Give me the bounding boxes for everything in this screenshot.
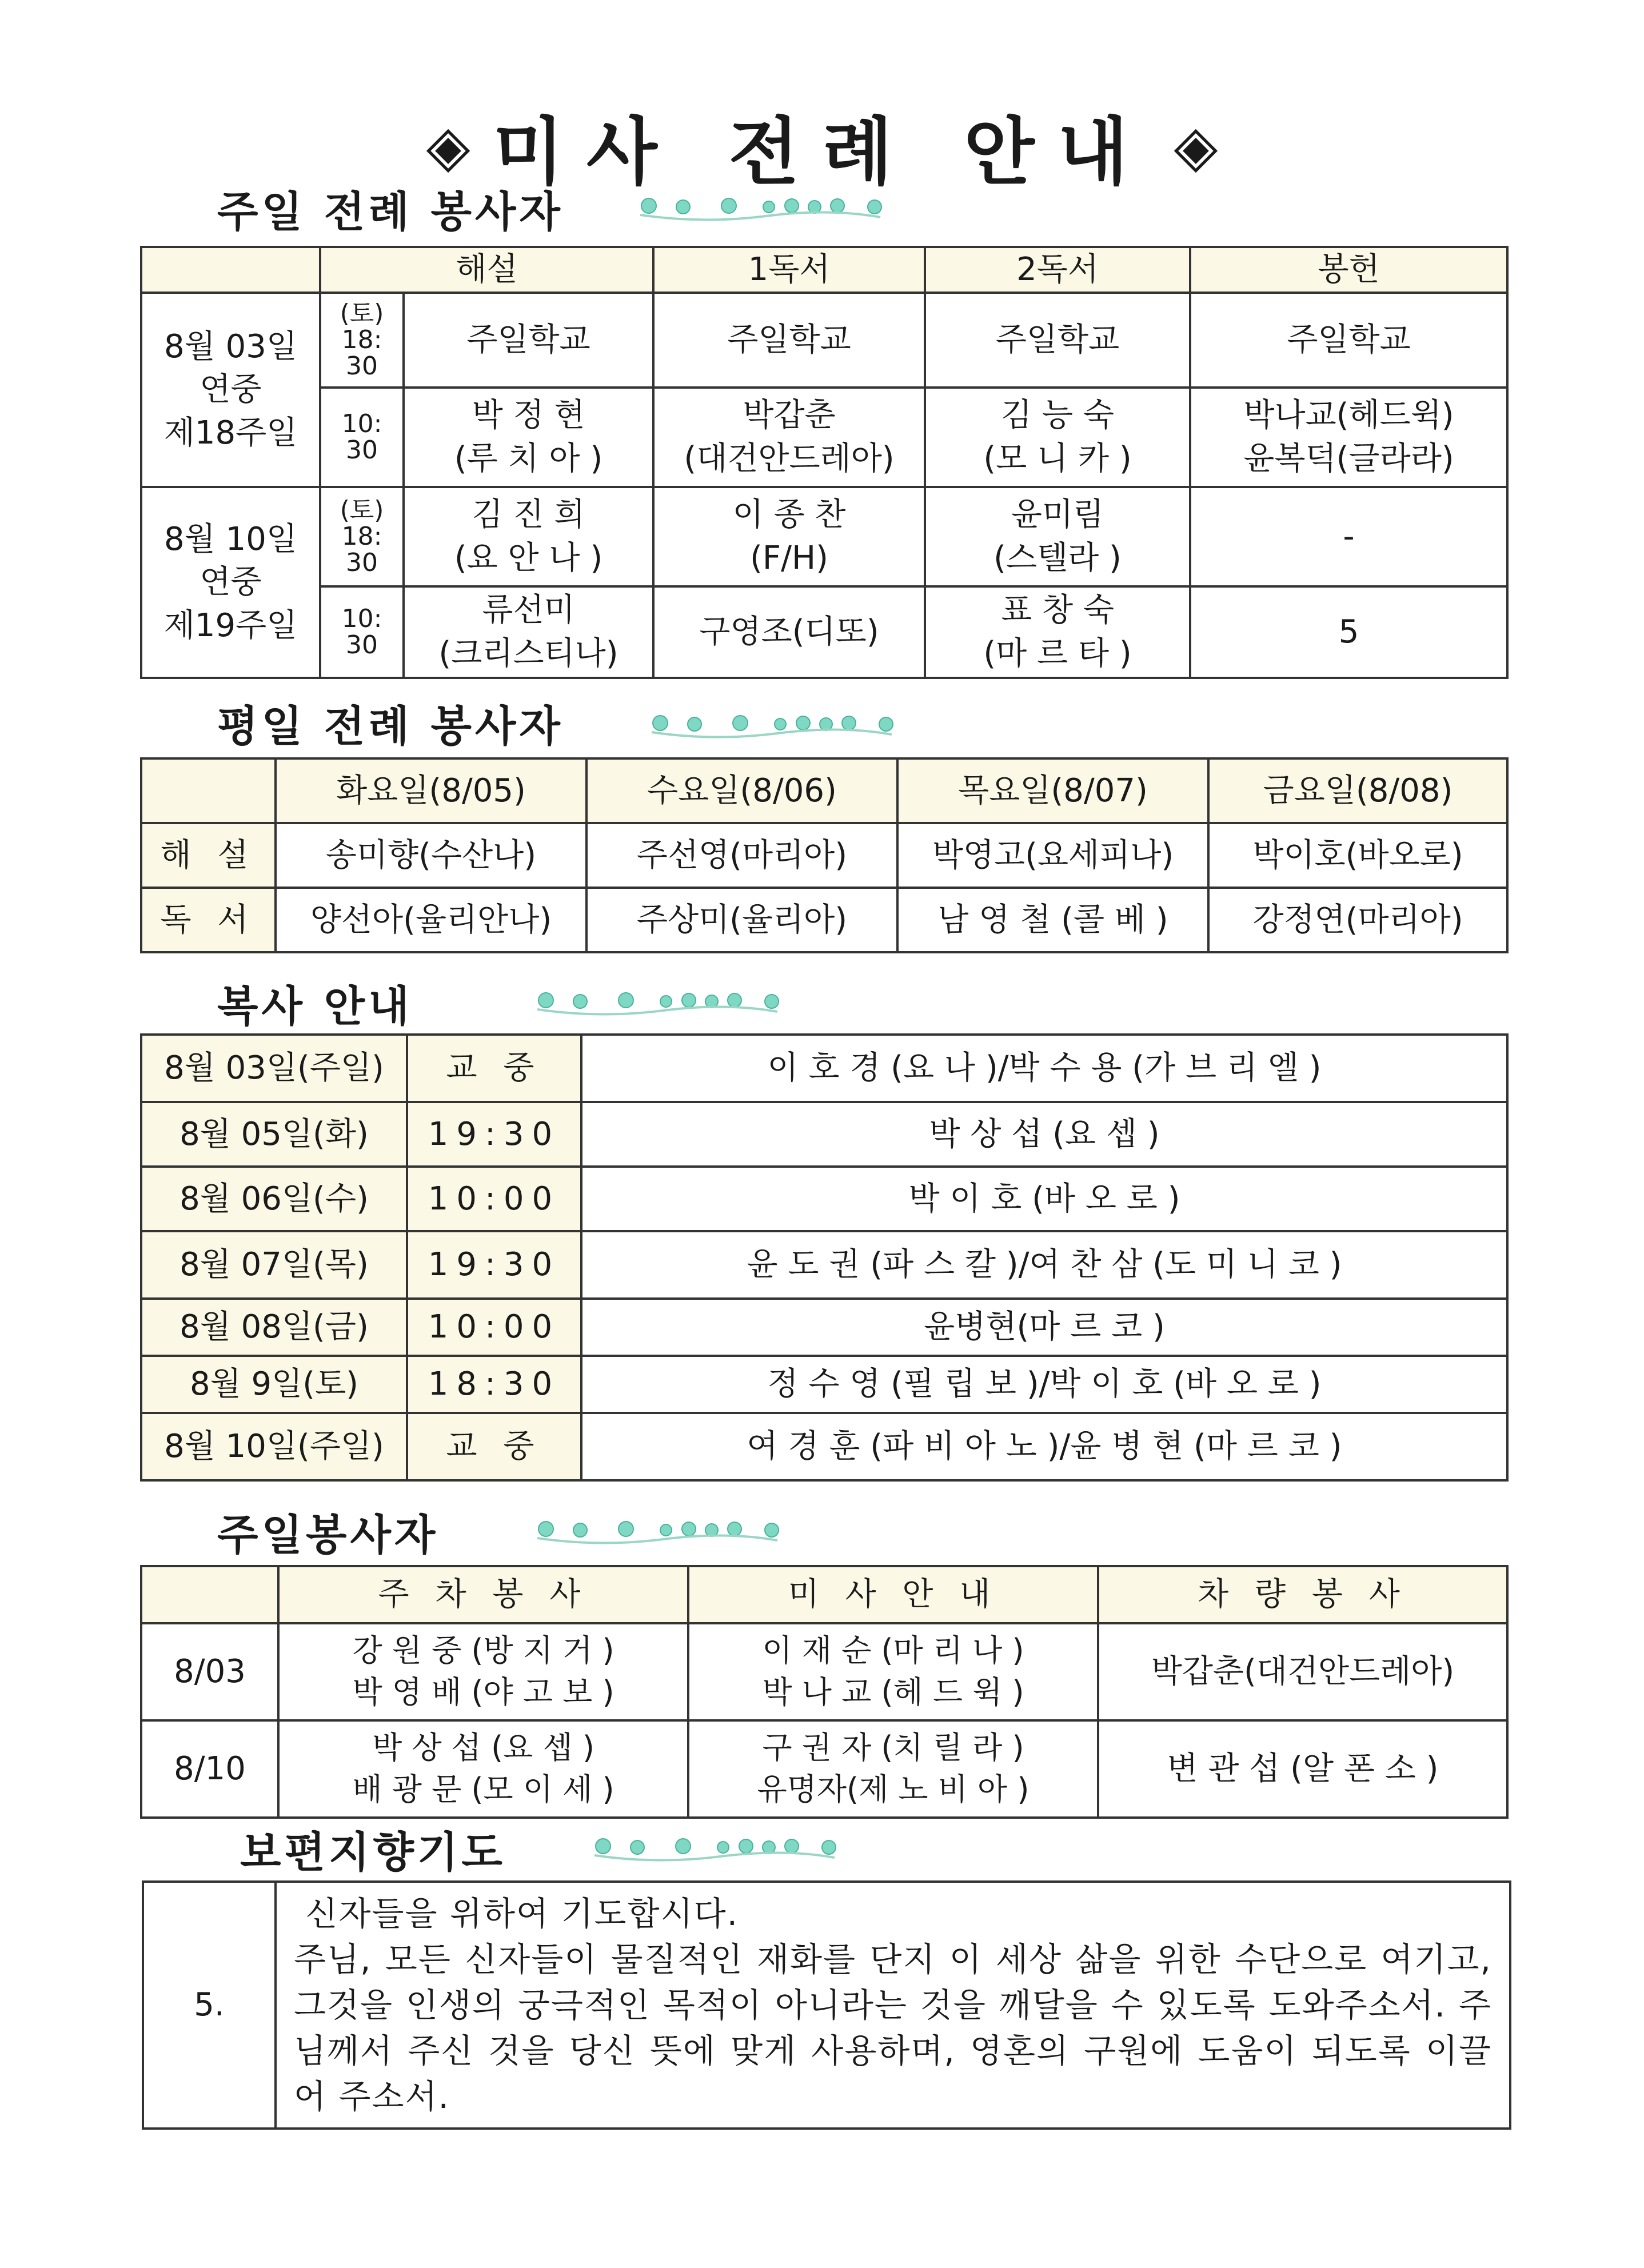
table-cell: 박 정 현 (루 치 아 ) — [404, 388, 653, 487]
table-cell: 변 관 섭 (알 폰 소 ) — [1098, 1720, 1507, 1818]
table-cell: 박나교(헤드윅) 윤복덕(글라라) — [1190, 388, 1507, 487]
header-reading1: 1독서 — [653, 247, 925, 293]
table-cell: 양선아(율리안나) — [276, 888, 586, 952]
table-cell: 주일학교 — [925, 293, 1190, 388]
table-row — [141, 1035, 1507, 1102]
prayer-table — [142, 1880, 1511, 2130]
names-cell: 정 수 영 (필 립 보 )/박 이 호 (바 오 로 ) — [581, 1356, 1507, 1413]
mass-time: (토) 18: 30 — [320, 487, 404, 586]
table-cell: 박영고(요세피나) — [897, 823, 1208, 888]
mass-time: 10: 30 — [320, 586, 404, 678]
header-day: 금요일(8/08) — [1208, 758, 1507, 823]
prayer-section-title: 보편지향기도 — [240, 1828, 506, 1877]
date-cell: 8월 9일(토) — [141, 1356, 407, 1413]
time-cell: 교 중 — [407, 1413, 581, 1480]
table-cell: 이 재 순 (마 리 나 ) 박 나 교 (헤 드 윅 ) — [688, 1623, 1098, 1720]
table-cell: 이 종 찬 (F/H) — [653, 487, 925, 586]
sunday-section-title: 주일 전례 봉사자 — [217, 187, 564, 237]
diamond-icon: ◈ — [1174, 112, 1218, 179]
date-cell: 8월 03일(주일) — [141, 1035, 407, 1102]
header-vehicle: 차 량 봉 사 — [1098, 1566, 1507, 1623]
table-cell: 박이호(바오로) — [1208, 823, 1507, 888]
weekday-section-title: 평일 전례 봉사자 — [217, 702, 564, 751]
row-label: 독 서 — [141, 888, 276, 952]
flower-decoration-icon — [589, 1829, 840, 1869]
table-cell: 강 원 중 (방 지 거 ) 박 영 배 (야 고 보 ) — [278, 1623, 688, 1720]
mass-time: (토) 18: 30 — [320, 293, 404, 388]
table-row — [141, 1356, 1507, 1413]
altar-server-table — [140, 1033, 1509, 1482]
altar-section-title: 복사 안내 — [217, 982, 413, 1031]
table-cell: 구 권 자 (치 릴 라 ) 유명자(제 노 비 아 ) — [688, 1720, 1098, 1818]
row-label: 해 설 — [141, 823, 276, 888]
time-cell: 18:30 — [407, 1356, 581, 1413]
volunteer-section-title: 주일봉사자 — [217, 1511, 439, 1560]
table-row — [141, 1231, 1507, 1299]
flower-decoration-icon — [532, 983, 783, 1023]
table-cell: 남 영 철 (콜 베 ) — [897, 888, 1208, 952]
table-cell: 주일학교 — [1190, 293, 1507, 388]
table-row — [141, 1299, 1507, 1356]
table-row — [141, 1102, 1507, 1167]
week-label: 8월 03일 연중 제18주일 — [141, 293, 320, 487]
date-cell: 8/10 — [141, 1720, 278, 1818]
time-cell: 교 중 — [407, 1035, 581, 1102]
flower-decoration-icon — [635, 189, 886, 229]
flower-decoration-icon — [646, 706, 897, 746]
prayer-text — [276, 1882, 1510, 2129]
table-row — [141, 1167, 1507, 1231]
date-cell: 8월 06일(수) — [141, 1167, 407, 1231]
table-cell: 주상미(율리아) — [586, 888, 897, 952]
prayer-number: 5. — [143, 1882, 276, 2129]
table-cell: 윤미림 (스텔라 ) — [925, 487, 1190, 586]
table-cell: 주일학교 — [404, 293, 653, 388]
table-cell: 5 — [1190, 586, 1507, 678]
names-cell: 윤 도 권 (파 스 칼 )/여 찬 삼 (도 미 니 코 ) — [581, 1231, 1507, 1299]
names-cell: 이 호 경 (요 나 )/박 수 용 (가 브 리 엘 ) — [581, 1035, 1507, 1102]
header-day: 수요일(8/06) — [586, 758, 897, 823]
table-cell: 김 능 숙 (모 니 카 ) — [925, 388, 1190, 487]
flower-decoration — [532, 1512, 783, 1552]
table-cell: 박 상 섭 (요 셉 ) 배 광 문 (모 이 세 ) — [278, 1720, 688, 1818]
date-cell: 8/03 — [141, 1623, 278, 1720]
header-blank — [141, 1566, 278, 1623]
time-cell: 10:00 — [407, 1167, 581, 1231]
time-cell: 10:00 — [407, 1299, 581, 1356]
table-cell: - — [1190, 487, 1507, 586]
volunteer-table — [140, 1565, 1509, 1819]
time-cell: 19:30 — [407, 1102, 581, 1167]
flower-decoration — [635, 189, 886, 229]
table-cell: 주선영(마리아) — [586, 823, 897, 888]
sunday-liturgy-table — [140, 246, 1509, 679]
date-cell: 8월 10일(주일) — [141, 1413, 407, 1480]
table-cell: 표 창 숙 (마 르 타 ) — [925, 586, 1190, 678]
header-guide: 미 사 안 내 — [688, 1566, 1098, 1623]
date-cell: 8월 08일(금) — [141, 1299, 407, 1356]
header-blank — [141, 758, 276, 823]
header-blank — [141, 247, 320, 293]
header-day: 화요일(8/05) — [276, 758, 586, 823]
diamond-icon: ◈ — [426, 112, 470, 179]
table-row — [141, 1413, 1507, 1480]
header-commentary: 해설 — [320, 247, 653, 293]
date-cell: 8월 05일(화) — [141, 1102, 407, 1167]
weekday-liturgy-table — [140, 757, 1509, 953]
table-cell: 박갑춘(대건안드레아) — [1098, 1623, 1507, 1720]
table-cell: 주일학교 — [653, 293, 925, 388]
flower-decoration — [532, 983, 783, 1023]
header-parking: 주 차 봉 사 — [278, 1566, 688, 1623]
names-cell: 윤병현(마 르 코 ) — [581, 1299, 1507, 1356]
time-cell: 19:30 — [407, 1231, 581, 1299]
table-cell: 송미향(수산나) — [276, 823, 586, 888]
header-day: 목요일(8/07) — [897, 758, 1208, 823]
table-cell: 류선미 (크리스티나) — [404, 586, 653, 678]
title-text: 미사 전례 안내 — [493, 110, 1151, 195]
names-cell: 박 상 섭 (요 셉 ) — [581, 1102, 1507, 1167]
flower-decoration — [589, 1829, 840, 1869]
names-cell: 여 경 훈 (파 비 아 노 )/윤 병 현 (마 르 코 ) — [581, 1413, 1507, 1480]
header-reading2: 2독서 — [925, 247, 1190, 293]
table-cell: 강정연(마리아) — [1208, 888, 1507, 952]
table-cell: 구영조(디또) — [653, 586, 925, 678]
week-label: 8월 10일 연중 제19주일 — [141, 487, 320, 678]
names-cell: 박 이 호 (바 오 로 ) — [581, 1167, 1507, 1231]
table-cell: 박갑춘 (대건안드레아) — [653, 388, 925, 487]
flower-decoration-icon — [532, 1512, 783, 1552]
prayer-intro: 신자들을 위하여 기도합시다. — [294, 1894, 739, 1933]
header-offering: 봉헌 — [1190, 247, 1507, 293]
prayer-body: 주님, 모든 신자들이 물질적인 재화를 단지 이 세상 삶을 위한 수단으로 여기고, 그것을 인생의 궁극적인 목적이 아니라는 것을 깨달을 수 있도록 도와주소서. 주님께서 주신 것을 당신 뜻에 맞게 사용하며, 영혼의 구원에 도움이 되도록 이끌어 주소서. — [294, 1940, 1492, 2116]
mass-time: 10: 30 — [320, 388, 404, 487]
table-cell: 김 진 희 (요 안 나 ) — [404, 487, 653, 586]
date-cell: 8월 07일(목) — [141, 1231, 407, 1299]
flower-decoration — [646, 706, 897, 746]
